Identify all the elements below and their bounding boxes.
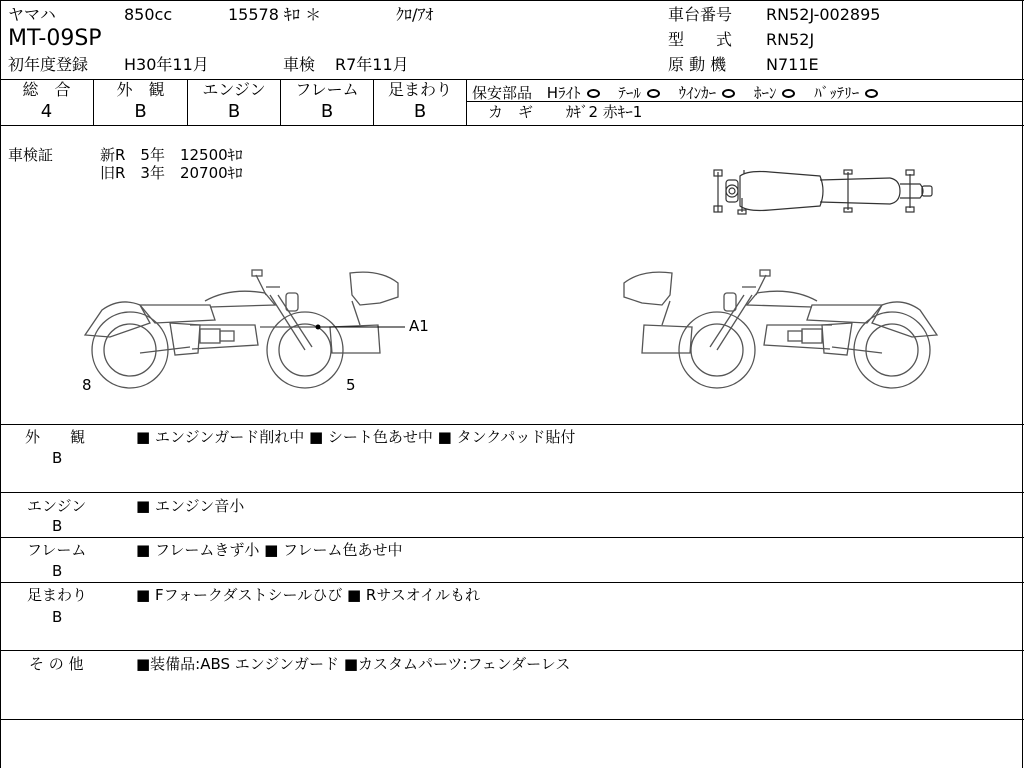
certificate-new: 新R 5年 12500ｷﾛ (100, 146, 243, 164)
safety-item-label: ｳｲﾝｶｰ (678, 84, 717, 102)
safety-item-horn (754, 84, 800, 102)
key-label: カ ギ (488, 103, 534, 121)
ok-circle-icon (587, 89, 600, 98)
engine-grade-value: B (227, 101, 241, 122)
exterior-grade-value: B (134, 101, 147, 122)
safety-item-tail (618, 84, 664, 102)
frame-grade-value: B (320, 101, 334, 122)
top-border (0, 0, 1024, 1)
grade-col-divider (466, 79, 467, 126)
safety-item-label: Hﾗｲﾄ (546, 84, 581, 102)
damage-mark-a1: A1 (409, 317, 429, 335)
damage-mark-rear: 8 (82, 376, 92, 394)
notes-divider (0, 650, 1024, 651)
overall-grade-value: 4 (40, 101, 53, 122)
motorcycle-left-side-diagram (80, 265, 410, 390)
frame-number-value: RN52J-002895 (766, 5, 881, 24)
safety-item-winker (679, 84, 740, 102)
ok-circle-icon (865, 89, 878, 98)
ok-circle-icon (722, 89, 735, 98)
safety-item-label: ﾃｰﾙ (618, 84, 641, 102)
key-value: ｶｷﾞ2 赤ｷｰ1 (566, 103, 643, 121)
ok-circle-icon (782, 89, 795, 98)
suspension-grade-label: 足まわり (387, 80, 452, 99)
type-value: RN52J (766, 30, 815, 49)
note-exterior-grade: B (52, 449, 63, 467)
note-frame-label: フレーム (27, 541, 87, 559)
safety-item-headlight (547, 84, 604, 102)
first-registration-value: H30年11月 (124, 55, 209, 74)
engine-model-label: 原 動 機 (668, 55, 727, 74)
damage-mark-front: 5 (346, 376, 356, 394)
frame-number-label: 車台番号 (668, 5, 733, 24)
color: ｸﾛ/ｱｵ (396, 5, 434, 24)
note-exterior-text: ■ エンジンガード削れ中 ■ シート色あせ中 ■ タンクパッド貼付 (136, 428, 576, 446)
first-registration-label: 初年度登録 (8, 55, 89, 74)
note-frame-text: ■ フレームきず小 ■ フレーム色あせ中 (136, 541, 403, 559)
safety-item-label: ﾎｰﾝ (753, 84, 777, 102)
engine-model-value: N711E (766, 55, 819, 74)
mileage: 15578 ｷﾛ ＊ (228, 5, 322, 24)
safety-parts-row (472, 82, 892, 103)
motorcycle-top-view-diagram (700, 160, 950, 220)
safety-item-battery (814, 84, 882, 102)
note-frame-grade: B (52, 562, 63, 580)
inspection-value: R7年11月 (335, 55, 409, 74)
note-engine-label: エンジン (27, 497, 87, 515)
note-suspension-label: 足まわり (27, 586, 88, 604)
right-border (1022, 0, 1023, 768)
note-other-label: そ の 他 (29, 655, 84, 673)
displacement: 850cc (124, 5, 173, 24)
certificate-old: 旧R 3年 20700ｷﾛ (100, 164, 243, 182)
notes-bottom-line (0, 719, 1024, 720)
certificate-label: 車検証 (8, 146, 54, 164)
grade-table-bottom-line (0, 125, 1024, 126)
motorcycle-right-side-diagram (612, 265, 942, 390)
engine-grade-label: エンジン (202, 80, 266, 99)
suspension-grade-value: B (413, 101, 427, 122)
note-suspension-grade: B (52, 608, 63, 626)
safety-item-label: ﾊﾞｯﾃﾘｰ (814, 84, 860, 102)
notes-divider (0, 537, 1024, 538)
notes-divider (0, 582, 1024, 583)
damage-marker-a1 (316, 325, 321, 330)
model-name: MT-09SP (8, 26, 102, 51)
type-label: 型 式 (668, 30, 733, 49)
overall-grade-label: 総 合 (22, 80, 71, 99)
safety-parts-label: 保安部品 (472, 84, 533, 102)
note-other-text: ■装備品:ABS エンジンガード ■カスタムパーツ:フェンダーレス (136, 655, 571, 673)
notes-divider (0, 492, 1024, 493)
ok-circle-icon (647, 89, 660, 98)
note-engine-grade: B (52, 517, 63, 535)
maker: ヤマハ (8, 5, 56, 24)
note-engine-text: ■ エンジン音小 (136, 497, 245, 515)
note-exterior-label: 外 観 (25, 428, 86, 446)
notes-top-line (0, 424, 1024, 425)
note-suspension-text: ■ Fフォークダストシールひび ■ Rサスオイルもれ (136, 586, 481, 604)
exterior-grade-label: 外 観 (116, 80, 165, 99)
inspection-label: 車検 (283, 55, 316, 74)
frame-grade-label: フレーム (295, 80, 359, 99)
